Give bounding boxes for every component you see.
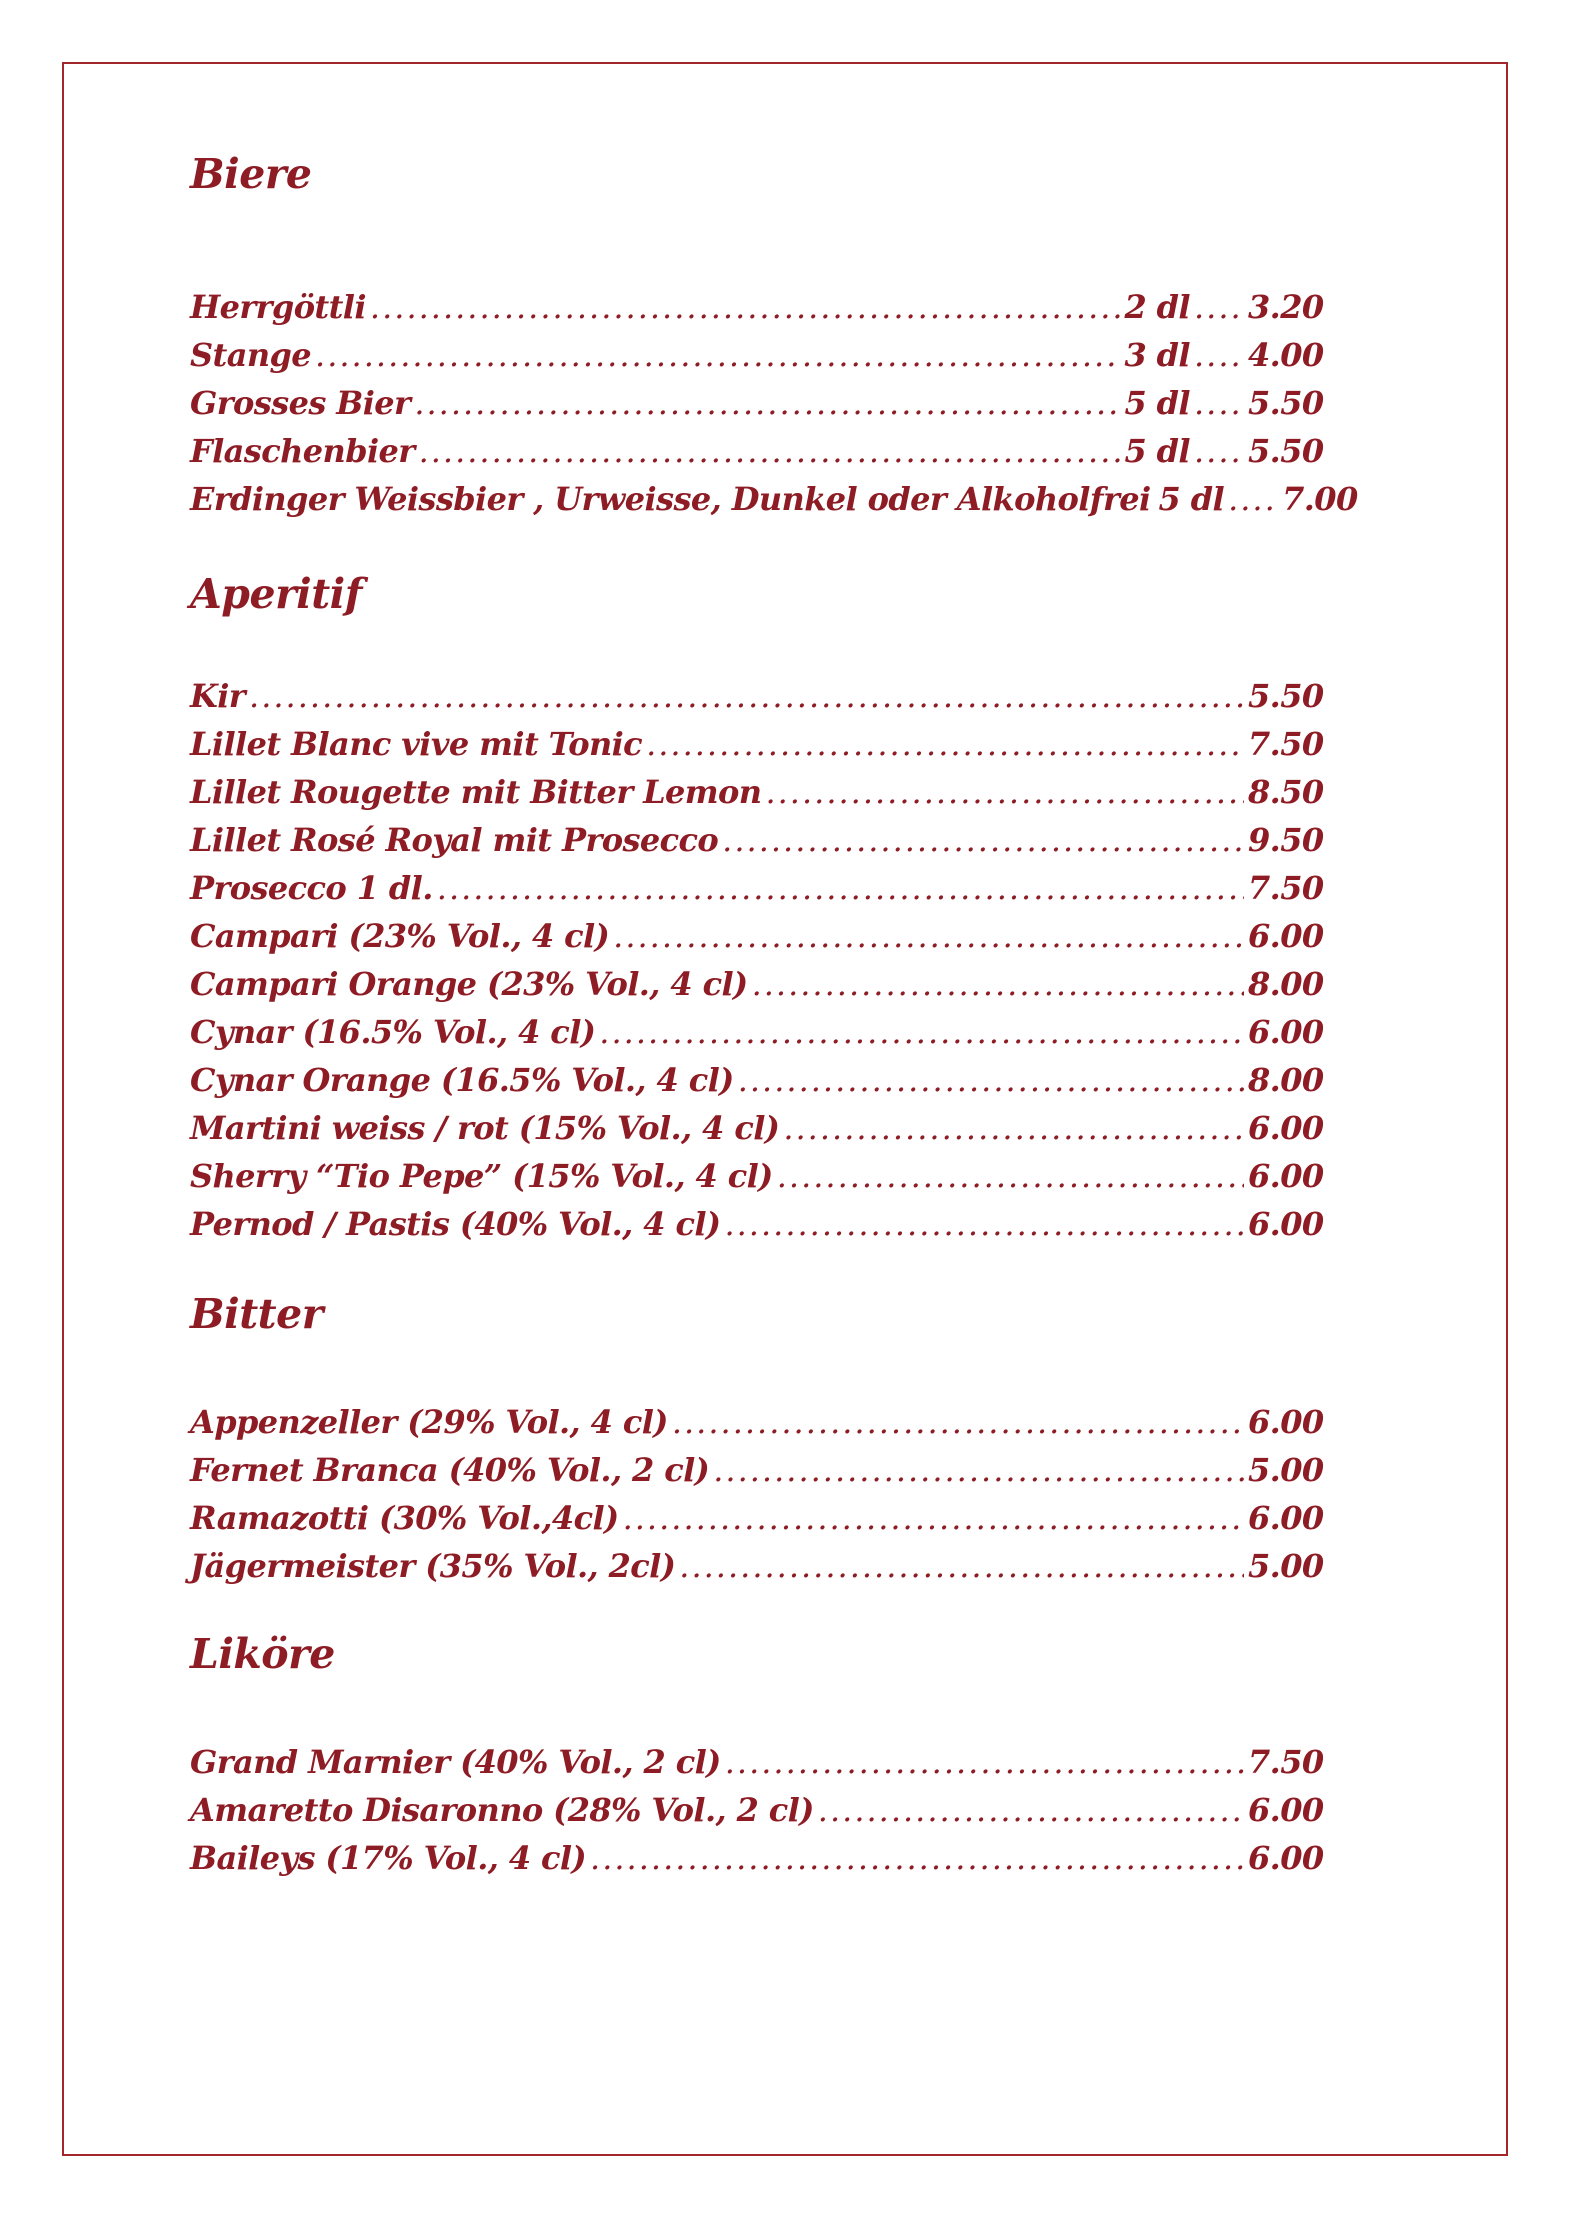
menu-item-name: Grand Marnier (40% Vol., 2 cl) [190,1743,721,1781]
menu-item-price: 5.00 [1248,1451,1324,1489]
menu-item [190,960,1324,1008]
menu-item [190,379,1324,427]
menu-item-price: 7.50 [1248,725,1324,763]
menu-item [190,427,1324,475]
dot-leader [623,1494,1244,1542]
menu-item-price: 6.00 [1248,1205,1324,1243]
menu-item [190,1398,1324,1446]
menu-item-name: Kir [190,677,246,715]
item-list-likoere [190,1738,1324,1882]
menu-item-price: 6.00 [1248,917,1324,955]
dot-leader [437,864,1244,912]
section-title-likoere: Liköre [190,1630,335,1678]
menu-item [190,1152,1324,1200]
dot-leader [419,427,1121,475]
menu-item-price: 5.00 [1248,1547,1324,1585]
menu-item-price: 4.00 [1248,336,1324,374]
menu-item-name: Herrgöttli [190,288,366,326]
menu-item-name: Lillet Rosé Royal mit Prosecco [190,821,719,859]
menu-item-name: Baileys (17% Vol., 4 cl) [190,1839,587,1877]
dot-leader [1194,379,1244,427]
dot-leader [1228,475,1278,523]
menu-item-price: 7.50 [1248,869,1324,907]
menu-item [190,1834,1324,1882]
menu-item-volume: 3 dl [1124,336,1190,374]
section-title-aperitif: Aperitif [190,570,362,618]
dot-leader [1194,427,1244,475]
menu-item-volume: 5 dl [1124,384,1190,422]
menu-item-price: 5.50 [1248,432,1324,470]
dot-leader [315,331,1120,379]
menu-item-price: 7.50 [1248,1743,1324,1781]
item-list-aperitif [190,672,1324,1248]
menu-item-name: Ramazotti (30% Vol.,4cl) [190,1499,619,1537]
menu-item [190,1008,1324,1056]
menu-item-price: 6.00 [1248,1013,1324,1051]
menu-item-name: Campari (23% Vol., 4 cl) [190,917,610,955]
menu-item-price: 6.00 [1248,1403,1324,1441]
section-title-biere: Biere [190,150,312,198]
dot-leader [713,1446,1244,1494]
menu-item-name: Amaretto Disaronno (28% Vol., 2 cl) [190,1791,814,1829]
dot-leader [783,1104,1244,1152]
menu-item-name: Lillet Rougette mit Bitter Lemon [190,773,762,811]
menu-item [190,475,1358,523]
menu-item-name: Cynar (16.5% Vol., 4 cl) [190,1013,596,1051]
menu-item [190,1056,1324,1104]
dot-leader [724,1200,1244,1248]
menu-item-name: Campari Orange (23% Vol., 4 cl) [190,965,748,1003]
menu-item [190,768,1324,816]
menu-item-volume: 5 dl [1124,432,1190,470]
dot-leader [738,1056,1244,1104]
menu-item-volume: 2 dl [1124,288,1190,326]
dot-leader [1194,331,1244,379]
menu-item [190,331,1324,379]
dot-leader [818,1786,1244,1834]
dot-leader [590,1834,1244,1882]
menu-item-name: Fernet Branca (40% Vol., 2 cl) [190,1451,710,1489]
menu-item-price: 6.00 [1248,1839,1324,1877]
menu-item-name: Flaschenbier [190,432,415,470]
menu-item-price: 6.00 [1248,1109,1324,1147]
menu-item-price: 9.50 [1248,821,1324,859]
section-bitter [190,1290,1324,1590]
section-likoere [190,1630,1324,1882]
menu-item-name: Sherry “Tio Pepe” (15% Vol., 4 cl) [190,1157,773,1195]
dot-leader [777,1152,1244,1200]
menu-item-price: 3.20 [1248,288,1324,326]
menu-item-price: 5.50 [1248,677,1324,715]
dot-leader [1194,283,1244,331]
item-list-bitter [190,1398,1324,1590]
menu-item [190,864,1324,912]
dot-leader [752,960,1244,1008]
dot-leader [672,1398,1244,1446]
section-title-bitter: Bitter [190,1290,323,1338]
section-aperitif [190,570,1324,1248]
menu-item-name: Cynar Orange (16.5% Vol., 4 cl) [190,1061,734,1099]
dot-leader [722,816,1244,864]
menu-item-name: Prosecco 1 dl. [190,869,433,907]
menu-item [190,672,1324,720]
dot-leader [646,720,1244,768]
menu-item [190,1446,1324,1494]
menu-item-price: 6.00 [1248,1791,1324,1829]
menu-item [190,816,1324,864]
menu-item-volume: 5 dl [1158,480,1225,518]
menu-item-price: 5.50 [1248,384,1324,422]
menu-item-name: Martini weiss / rot (15% Vol., 4 cl) [190,1109,780,1147]
menu-item-name: Appenzeller (29% Vol., 4 cl) [190,1403,668,1441]
menu-item [190,1786,1324,1834]
menu-item [190,1494,1324,1542]
menu-item [190,283,1324,331]
menu-item [190,720,1324,768]
menu-item [190,1200,1324,1248]
dot-leader [599,1008,1244,1056]
dot-leader [414,379,1120,427]
menu-item-name: Jägermeister (35% Vol., 2cl) [190,1547,676,1585]
menu-item-price: 6.00 [1248,1157,1324,1195]
menu-item-price: 8.00 [1248,965,1324,1003]
menu-item [190,1738,1324,1786]
menu-item [190,912,1324,960]
menu-item-price: 8.00 [1248,1061,1324,1099]
menu-item-name: Erdinger Weissbier , Urweisse, Dunkel oder Alkoholfrei [190,480,1151,518]
dot-leader [679,1542,1244,1590]
menu-item-name: Grosses Bier [190,384,411,422]
menu-item-name: Lillet Blanc vive mit Tonic [190,725,643,763]
dot-leader [249,672,1244,720]
menu-item-price: 8.50 [1248,773,1324,811]
menu-item [190,1104,1324,1152]
item-list-biere [190,283,1358,523]
section-biere [190,150,1358,523]
menu-item-name: Pernod / Pastis (40% Vol., 4 cl) [190,1205,721,1243]
menu-item-name: Stange [190,336,312,374]
dot-leader [370,283,1121,331]
dot-leader [613,912,1244,960]
dot-leader [725,1738,1244,1786]
menu-item-price: 7.00 [1282,480,1358,518]
menu-item [190,1542,1324,1590]
dot-leader [765,768,1244,816]
menu-item-price: 6.00 [1248,1499,1324,1537]
